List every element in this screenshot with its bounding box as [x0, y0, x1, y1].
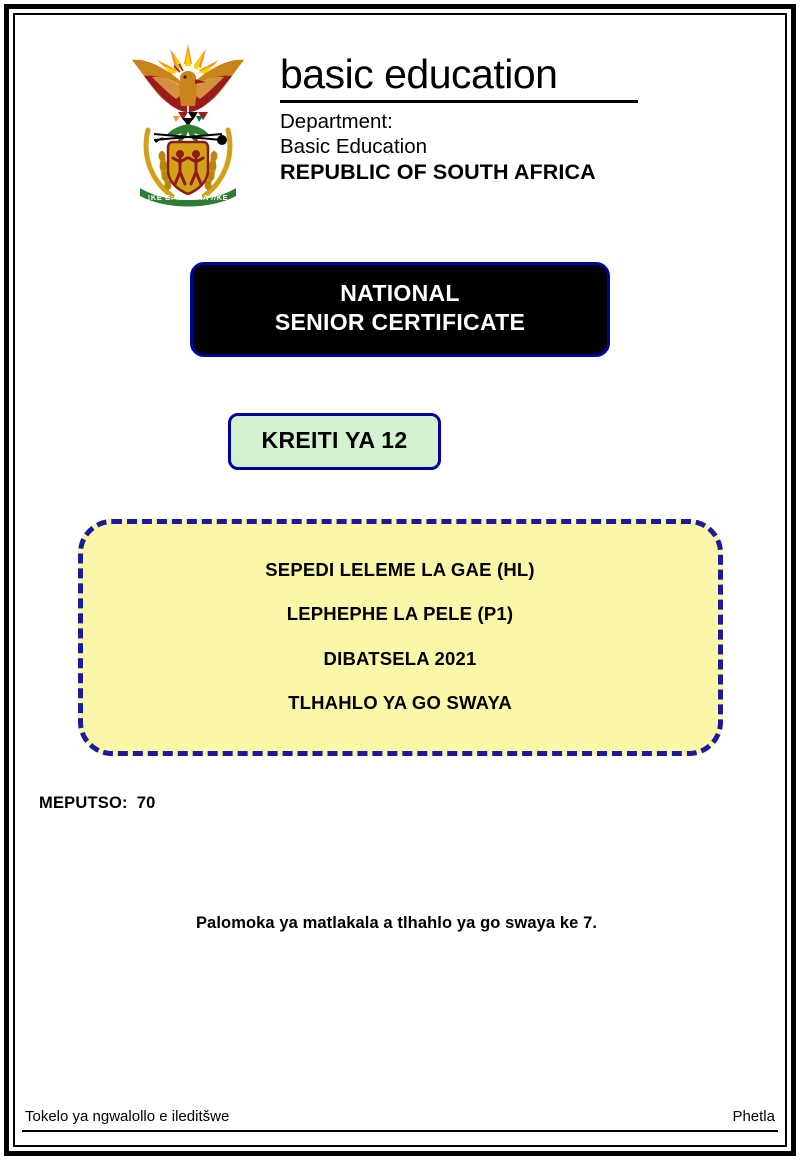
subject-banner-wrap [22, 519, 778, 756]
subject-banner [78, 519, 723, 756]
country-name: REPUBLIC OF SOUTH AFRICA [280, 160, 596, 184]
certificate-line-2: SENIOR CERTIFICATE [274, 309, 526, 336]
marks-label: MEPUTSO: [39, 794, 128, 813]
svg-text:!KE E: /XARRA //KE: !KE E: /XARRA //KE [147, 193, 229, 202]
grade-banner-wrap [22, 413, 778, 470]
subject-line-3: DIBATSELA 2021 [323, 647, 477, 669]
subject-line-4: TLHAHLO YA GO SWAYA [288, 691, 512, 713]
footer-row [22, 1108, 778, 1130]
certificate-line-1: NATIONAL [340, 280, 460, 306]
south-africa-coat-of-arms-icon [118, 30, 258, 208]
page-count-note: Palomoka ya matlakala a tlhahlo ya go swaya ke 7. [195, 914, 598, 933]
department-name: Basic Education [280, 135, 428, 158]
subject-line-1: SEPEDI LELEME LA GAE (HL) [265, 558, 535, 580]
national-senior-certificate-banner [190, 262, 610, 357]
grade-banner: KREITI YA 12 [228, 413, 442, 470]
footer-divider [22, 1130, 778, 1132]
marks-line [22, 794, 778, 813]
page-content [22, 22, 778, 1138]
marks-value: 70 [136, 794, 156, 813]
department-label: Department: [280, 110, 393, 133]
department-wordmark [280, 30, 638, 185]
wordmark-divider [280, 100, 638, 103]
page-footer [22, 1108, 778, 1132]
turn-over-label: Phetla [732, 1108, 775, 1125]
copyright-notice: Tokelo ya ngwalollo e ileditšwe [25, 1108, 230, 1125]
certificate-banner-wrap [22, 262, 778, 357]
department-header [22, 22, 778, 208]
subject-line-2: LEPHEPHE LA PELE (P1) [286, 603, 514, 625]
basic-education-title: basic education [280, 51, 558, 97]
